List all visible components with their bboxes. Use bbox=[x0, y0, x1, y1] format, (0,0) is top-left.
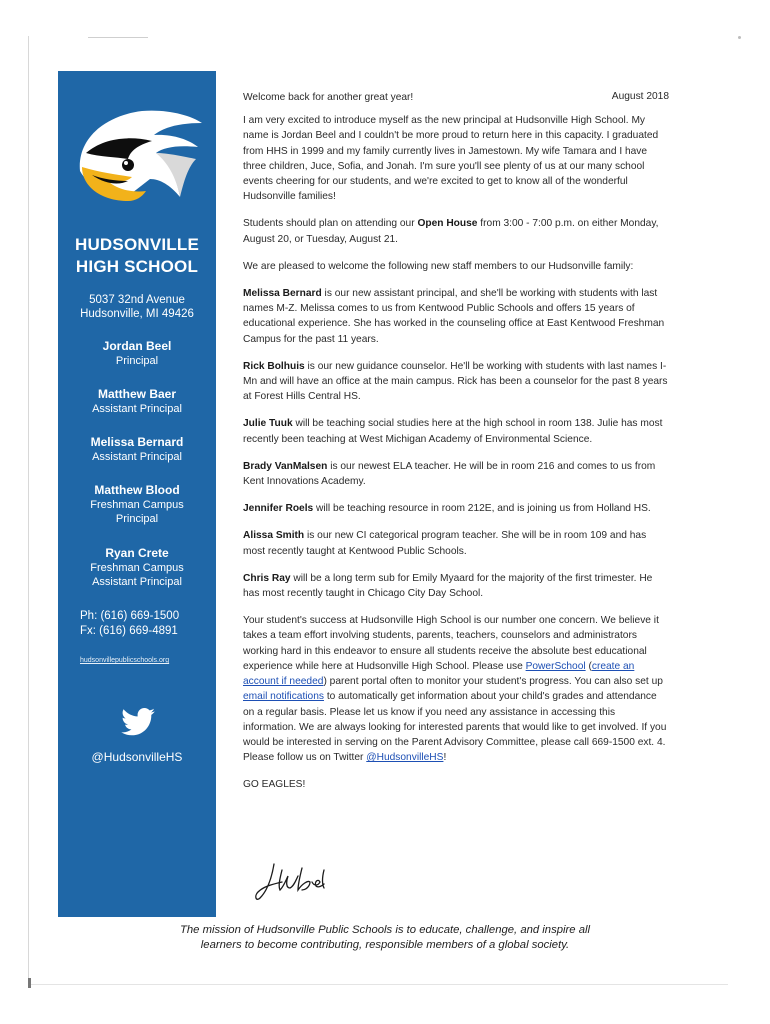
staff-intro: We are pleased to welcome the following new staff members to our Hudsonville family: bbox=[243, 260, 634, 272]
staff-role: Assistant Principal bbox=[92, 451, 182, 463]
mission-line1: The mission of Hudsonville Public Schools is to educate, challenge, and inspire all bbox=[179, 924, 591, 936]
fax-number: Fx: (616) 669-4891 bbox=[80, 625, 178, 637]
staff-role: Assistant Principal bbox=[92, 403, 182, 415]
closing-text: ( bbox=[585, 660, 592, 672]
staff-name: Ryan Crete bbox=[105, 546, 169, 560]
new-staff-name: Brady VanMalsen bbox=[243, 460, 328, 472]
eagle-head-logo-icon bbox=[72, 101, 207, 221]
new-staff-name: Melissa Bernard bbox=[243, 288, 322, 300]
email-notifications-link[interactable]: email notifications bbox=[243, 691, 324, 703]
staff-name: Matthew Baer bbox=[97, 387, 177, 401]
new-staff-item bbox=[243, 528, 670, 558]
new-staff-text: is our new assistant principal, and she'll be working with students with last names M-Z. Melissa comes to us from Kentwood Public Schools and offers 15 years of educational experience. She has worked in the counseling office at East Kentwood Freshman Campus for the past 11 years. bbox=[243, 288, 665, 345]
open-house-paragraph bbox=[243, 216, 670, 246]
new-staff-item bbox=[243, 571, 670, 601]
staff-role: Freshman Campus bbox=[90, 499, 184, 511]
closing-text: to automatically get information about your child's grades and attendance on a regular basis. Please let us know if you need any assistance in accessing this information. We are always looking for interested parents that would like to get involved. If you would be interested in serving on the Parent Advisory Committee, please call 669-1500 ext. 4. Please follow us on Twitter bbox=[243, 691, 667, 764]
staff-role-line2: Assistant Principal bbox=[92, 576, 182, 588]
closing-text: Your student's success at Hudsonville High School is our number one concern. We believe it takes a team effort involving students, parents, teachers, counselors and administrators working hard in this endeavor to ensure all students receive the absolute best educational experience while here at Hudsonville High School. Please use bbox=[243, 615, 659, 672]
scan-tick bbox=[28, 978, 31, 988]
staff-role-line2: Principal bbox=[115, 513, 159, 525]
staff-entry bbox=[58, 339, 216, 368]
school-name-line2: HIGH SCHOOL bbox=[75, 257, 199, 276]
new-staff-name: Chris Ray bbox=[243, 572, 291, 584]
phone-number: Ph: (616) 669-1500 bbox=[80, 610, 180, 622]
new-staff-name: Rick Bolhuis bbox=[243, 360, 305, 372]
staff-entry bbox=[58, 435, 216, 464]
powerschool-link[interactable]: PowerSchool bbox=[525, 660, 586, 672]
new-staff-item bbox=[243, 359, 670, 405]
school-address bbox=[58, 293, 216, 321]
address-line1: 5037 32nd Avenue bbox=[89, 294, 185, 306]
address-line2: Hudsonville, MI 49426 bbox=[80, 308, 194, 320]
create-account-link[interactable]: create an account if needed bbox=[243, 660, 635, 688]
scan-edge-bottom bbox=[28, 984, 728, 985]
twitter-bird-icon[interactable] bbox=[121, 708, 155, 736]
new-staff-text: will be teaching resource in room 212E, and is joining us from Holland HS. bbox=[313, 503, 651, 515]
new-staff-text: is our new guidance counselor. He'll be working with students with last names I-Mn and will have an office at the main campus. Rick has been a counselor for the past 8 years at Forest Hills Central HS. bbox=[243, 360, 668, 403]
staff-name: Jordan Beel bbox=[102, 339, 172, 353]
contact-numbers bbox=[80, 609, 179, 639]
new-staff-item bbox=[243, 416, 670, 446]
letter-signoff: GO EAGLES! bbox=[243, 779, 306, 791]
new-staff-text: is our newest ELA teacher. He will be in room 216 and comes to us from Kent Innovations Academy. bbox=[243, 460, 656, 488]
staff-name: Melissa Bernard bbox=[90, 435, 184, 449]
letter-greeting: Welcome back for another great year! bbox=[243, 92, 414, 103]
sidebar bbox=[58, 71, 216, 917]
twitter-link[interactable]: @HudsonvilleHS bbox=[366, 752, 444, 764]
school-name bbox=[58, 234, 216, 278]
scan-edge-left bbox=[28, 36, 29, 986]
closing-paragraph bbox=[243, 613, 670, 765]
school-name-line1: HUDSONVILLE bbox=[74, 235, 200, 254]
staff-entry bbox=[58, 483, 216, 526]
website-link[interactable]: hudsonvillepublicschools.org bbox=[80, 657, 170, 664]
staff-role: Freshman Campus bbox=[90, 562, 184, 574]
new-staff-name: Alissa Smith bbox=[243, 530, 305, 542]
open-house-bold: Open House bbox=[417, 218, 478, 230]
letter-date: August 2018 bbox=[611, 91, 669, 102]
new-staff-item bbox=[243, 459, 670, 489]
staff-entry bbox=[58, 546, 216, 589]
twitter-handle[interactable]: @HudsonvilleHS bbox=[91, 750, 183, 764]
new-staff-name: Julie Tuuk bbox=[243, 418, 293, 430]
signature-image bbox=[252, 860, 332, 904]
new-staff-text: is our new CI categorical program teacher. She will be in room 109 and has most recently taught at Kentwood Public Schools. bbox=[243, 530, 647, 557]
staff-role: Principal bbox=[115, 355, 159, 367]
new-staff-item bbox=[243, 501, 670, 516]
open-house-text: Students should plan on attending our bbox=[243, 218, 418, 230]
new-staff-name: Jennifer Roels bbox=[243, 503, 314, 515]
closing-text: ! bbox=[443, 752, 447, 764]
scan-dot bbox=[738, 36, 741, 39]
staff-entry bbox=[58, 387, 216, 416]
new-staff-text: will be teaching social studies here at the high school in room 138. Julie has most recently been teaching at West Michigan Academy of Environmental Science. bbox=[243, 418, 663, 445]
scan-mark bbox=[88, 37, 148, 38]
letter-body bbox=[243, 90, 670, 805]
mission-line2: learners to become contributing, responsible members of a global society. bbox=[200, 939, 570, 951]
staff-name: Matthew Blood bbox=[94, 483, 180, 497]
new-staff-item bbox=[243, 286, 670, 347]
open-house-text-after: from 3:00 - 7:00 p.m. on either Monday, August 20, or Tuesday, August 21. bbox=[243, 218, 659, 245]
new-staff-text: will be a long term sub for Emily Myaard for the majority of the first trimester. He has most recently taught in Chicago City Day School. bbox=[243, 572, 653, 600]
letter-intro: I am very excited to introduce myself as the new principal at Hudsonville High School. My name is Jordan Beel and I couldn't be more proud to return here in this capacity. I graduated from HHS in 1999 and my family currently lives in Jamestown. My wife Tamara and I have three children, Juce, Sofia, and Jonah. I'm sure you'll see plenty of us at our many school events cheering for our students, and we're excited to get to know all of the wonderful Hudsonville families! bbox=[243, 115, 659, 203]
closing-text: ) parent portal often to monitor your student's progress. You can also set up bbox=[323, 676, 663, 688]
mission-statement bbox=[150, 923, 620, 953]
